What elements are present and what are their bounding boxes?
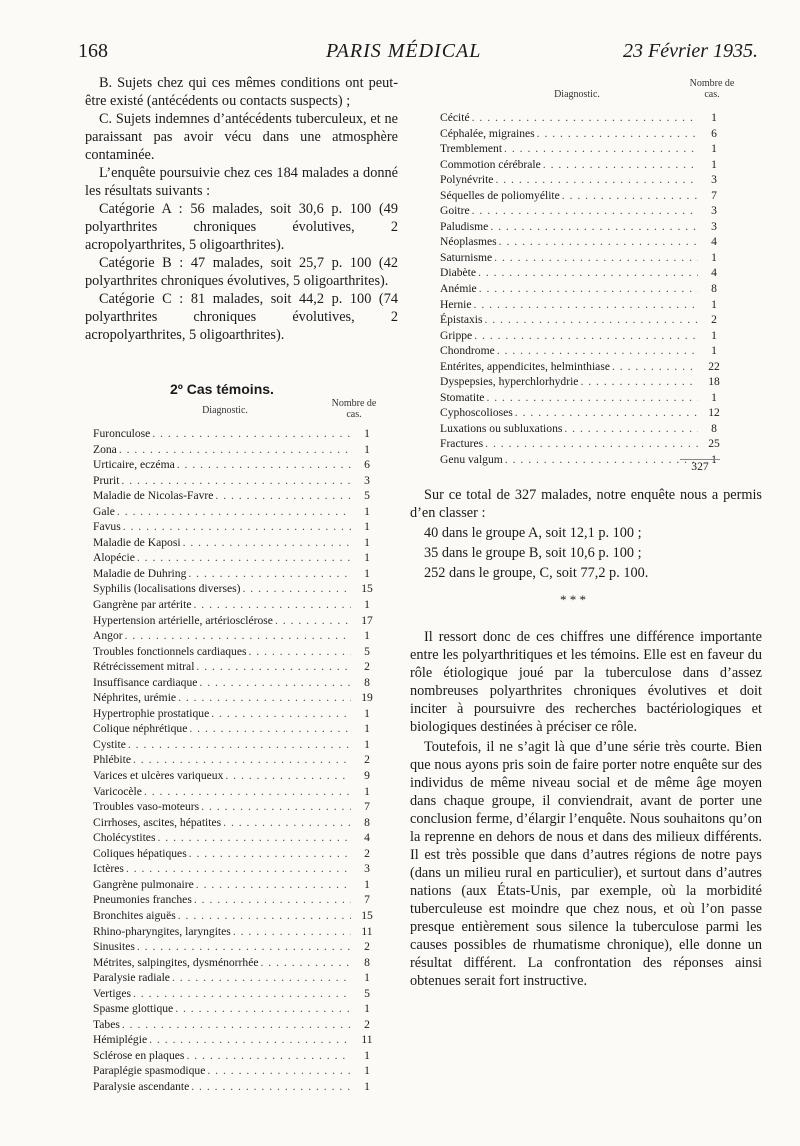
diagnosis-label: Séquelles de poliomyélite	[440, 188, 560, 202]
dot-leader	[484, 391, 698, 404]
case-count: 3	[364, 862, 370, 876]
table-row	[440, 142, 730, 158]
cases-table-left	[93, 427, 383, 1096]
diagnosis-label: Rhino-pharyngites, laryngites	[93, 924, 231, 938]
dot-leader	[502, 142, 698, 155]
dot-leader	[495, 344, 698, 357]
diagnosis-label: Urticaire, eczéma	[93, 458, 175, 472]
diagnosis-label: Goitre	[440, 204, 470, 218]
case-count: 1	[711, 142, 717, 156]
dot-leader	[189, 1080, 351, 1093]
table-row	[440, 298, 730, 314]
diagnosis-label: Ictères	[93, 862, 124, 876]
diagnosis-label: Rétrécissement mitral	[93, 660, 195, 674]
diagnosis-label: Cirrhoses, ascites, hépatites	[93, 815, 222, 829]
case-count: 1	[364, 504, 370, 518]
table-row	[440, 391, 730, 407]
left-column-text	[85, 74, 398, 344]
case-count: 4	[711, 266, 717, 280]
paragraph: Catégorie B : 47 malades, soit 25,7 p. 100 (42 polyarthrites chroniques évolutives, 5 oligoarthrites).	[85, 255, 398, 289]
diagnosis-label: Angor	[93, 629, 123, 643]
case-count: 15	[361, 582, 373, 596]
diagnosis-label: Coliques hépatiques	[93, 846, 187, 860]
table-row	[93, 987, 383, 1003]
dot-leader	[231, 925, 351, 938]
table-row	[93, 862, 383, 878]
diagnosis-label: Syphilis (localisations diverses)	[93, 582, 241, 596]
diagnosis-label: Varices et ulcères variqueux	[93, 769, 224, 783]
dot-leader	[155, 831, 351, 844]
dot-leader	[170, 971, 351, 984]
dot-leader	[117, 443, 351, 456]
diagnosis-label: Prurit	[93, 473, 120, 487]
dot-leader	[472, 298, 698, 311]
diagnosis-label: Cécité	[440, 111, 470, 124]
table-row	[93, 753, 383, 769]
table-row	[93, 1049, 383, 1065]
table-row	[440, 344, 730, 360]
table-row	[93, 956, 383, 972]
case-count: 4	[711, 235, 717, 249]
table-row	[93, 676, 383, 692]
dot-leader	[187, 722, 351, 735]
case-count: 2	[364, 753, 370, 767]
diagnosis-label: Vertiges	[93, 986, 131, 1000]
summary-paragraph: Sur ce total de 327 malades, notre enquête nous a permis d’en classer :	[410, 487, 762, 521]
case-count: 5	[364, 644, 370, 658]
table-row	[440, 422, 730, 438]
case-count: 2	[364, 660, 370, 674]
table-row	[93, 443, 383, 459]
diagnosis-label: Phlébite	[93, 753, 131, 767]
case-count: 3	[711, 173, 717, 187]
table-header-diagnosis: Diagnostic.	[202, 405, 248, 416]
diagnosis-label: Sclérose en plaques	[93, 1048, 185, 1062]
dot-leader	[240, 582, 351, 595]
case-count: 1	[711, 344, 717, 358]
table-row	[93, 971, 383, 987]
case-count: 1	[711, 390, 717, 404]
case-count: 17	[361, 613, 373, 627]
table-row	[440, 111, 730, 127]
diagnosis-label: Paraplégie spasmodique	[93, 1064, 206, 1078]
dot-leader	[470, 204, 698, 217]
diagnosis-label: Paludisme	[440, 219, 489, 233]
table-row	[93, 458, 383, 474]
table-row	[93, 1002, 383, 1018]
table-row	[93, 738, 383, 754]
case-count: 9	[364, 769, 370, 783]
dot-leader	[560, 189, 698, 202]
dot-leader	[135, 940, 351, 953]
table-row	[93, 645, 383, 661]
table-row	[440, 158, 730, 174]
diagnosis-label: Hypertension artérielle, artériosclérose	[93, 613, 273, 627]
dot-leader	[173, 1002, 351, 1015]
diagnosis-label: Commotion cérébrale	[440, 157, 541, 171]
dot-leader	[124, 862, 351, 875]
table-row	[93, 816, 383, 832]
case-count: 7	[364, 893, 370, 907]
case-count: 11	[361, 1033, 373, 1047]
case-count: 3	[711, 219, 717, 233]
diagnosis-label: Hypertrophie prostatique	[93, 706, 210, 720]
table-row	[93, 909, 383, 925]
dot-leader	[115, 505, 351, 518]
table-header-count: Nombre de cas.	[331, 398, 377, 420]
table-row	[93, 474, 383, 490]
case-count: 1	[364, 551, 370, 565]
dot-leader	[483, 313, 698, 326]
case-count: 1	[711, 157, 717, 171]
dot-leader	[175, 458, 351, 471]
table-row	[93, 614, 383, 630]
dot-leader	[562, 422, 698, 435]
table-row	[93, 769, 383, 785]
dot-leader	[121, 520, 351, 533]
dot-leader	[259, 956, 352, 969]
diagnosis-label: Fractures	[440, 437, 484, 451]
table-row	[440, 329, 730, 345]
diagnosis-label: Favus	[93, 520, 121, 534]
section-title: 2º Cas témoins.	[170, 381, 274, 397]
table-row	[440, 251, 730, 267]
table-row	[93, 520, 383, 536]
case-count: 4	[364, 831, 370, 845]
case-count: 1	[364, 566, 370, 580]
diagnosis-label: Troubles vaso-moteurs	[93, 800, 200, 814]
dot-leader	[135, 551, 351, 564]
diagnosis-label: Maladie de Kaposi	[93, 535, 181, 549]
case-count: 1	[364, 629, 370, 643]
case-count: 1	[364, 1002, 370, 1016]
issue-date: 23 Février 1935.	[623, 40, 758, 62]
case-count: 1	[364, 598, 370, 612]
diagnosis-label: Paralysie ascendante	[93, 1079, 190, 1093]
case-count: 8	[364, 955, 370, 969]
diagnosis-label: Maladie de Nicolas-Favre	[93, 489, 214, 503]
table-row	[93, 831, 383, 847]
case-count: 8	[711, 421, 717, 435]
table-row	[93, 940, 383, 956]
table-row	[93, 598, 383, 614]
dot-leader	[221, 816, 351, 829]
group-line: 252 dans le groupe, C, soit 77,2 p. 100.	[424, 565, 649, 581]
diagnosis-label: Troubles fonctionnels cardiaques	[93, 644, 247, 658]
case-count: 15	[361, 908, 373, 922]
table-row	[93, 691, 383, 707]
case-count: 1	[364, 427, 370, 440]
page-number: 168	[78, 40, 108, 62]
case-count: 1	[711, 453, 717, 467]
diagnosis-label: Cholécystites	[93, 831, 156, 845]
diagnosis-label: Tabes	[93, 1017, 120, 1031]
table-row	[93, 660, 383, 676]
dot-leader	[488, 220, 698, 233]
table-row	[93, 567, 383, 583]
table-row	[440, 173, 730, 189]
case-count: 1	[364, 1079, 370, 1093]
case-count: 6	[711, 126, 717, 140]
diagnosis-label: Colique néphrétique	[93, 722, 188, 736]
case-count: 18	[708, 375, 720, 389]
dot-leader	[477, 282, 698, 295]
dot-leader	[184, 1049, 351, 1062]
paragraph: B. Sujets chez qui ces mêmes conditions ont peut-être existé (antécédents ou contacts suspects) ;	[85, 75, 398, 109]
dot-leader	[610, 360, 698, 373]
diagnosis-label: Anémie	[440, 282, 477, 296]
case-count: 1	[364, 971, 370, 985]
diagnosis-label: Cystite	[93, 737, 126, 751]
case-count: 8	[711, 282, 717, 296]
diagnosis-label: Néoplasmes	[440, 235, 497, 249]
case-count: 1	[711, 297, 717, 311]
case-count: 1	[364, 784, 370, 798]
case-count: 1	[711, 328, 717, 342]
spacer	[410, 584, 762, 628]
dot-leader	[142, 785, 351, 798]
table-row	[440, 204, 730, 220]
diagnosis-label: Alopécie	[93, 551, 135, 565]
diagnosis-label: Épistaxis	[440, 313, 483, 327]
section-stars: * * *	[560, 592, 586, 607]
dot-leader	[273, 614, 351, 627]
paragraph: Toutefois, il ne s’agit là que d’une série très courte. Bien que nous ayons pris soin de faire porter notre enquête sur des individus de même niveau social et de même âge moyen dans chaque groupe, il conviendrait, avant de porter une conclusion ferme, d’élargir l’enquête. Nous souhaitons qu’on la reprenne en dehors de nous et dans des milieux différents. Il est très possible que dans d’autres régions de notre pays (dans un milieu rural en particulier), et surtout dans d’autres nations (aux États-Unis, par exemple, où la morbidité tuberculeuse est moindre que chez nous, et où l’on passe presque entièrement sous silence la tuberculose parmi les causes possibles de rhumatisme chronique), elle donne un résultat différent. La confrontation des réponses ainsi obtenues serait fort instructive.	[410, 739, 762, 989]
dot-leader	[194, 878, 351, 891]
dot-leader	[194, 660, 351, 673]
dot-leader	[205, 1064, 351, 1077]
diagnosis-label: Furonculose	[93, 427, 151, 440]
right-column-text	[410, 486, 762, 992]
dot-leader	[126, 738, 351, 751]
dot-leader	[120, 1018, 351, 1031]
dot-leader	[192, 598, 352, 611]
dot-leader	[476, 266, 698, 279]
case-count: 11	[361, 924, 373, 938]
dot-leader	[192, 893, 351, 906]
case-count: 3	[364, 473, 370, 487]
case-count: 22	[708, 359, 720, 373]
dot-leader	[503, 453, 698, 466]
table-row	[440, 235, 730, 251]
diagnosis-label: Luxations ou subluxations	[440, 421, 563, 435]
diagnosis-label: Polynévrite	[440, 173, 494, 187]
table-row	[93, 536, 383, 552]
table-row	[440, 189, 730, 205]
dot-leader	[150, 427, 351, 440]
table-header-count: Nombre de cas.	[689, 78, 735, 100]
table-row	[440, 266, 730, 282]
case-count: 1	[711, 111, 717, 124]
dot-leader	[492, 251, 698, 264]
table-row	[440, 360, 730, 376]
case-count: 5	[364, 986, 370, 1000]
diagnosis-label: Genu valgum	[440, 453, 503, 467]
diagnosis-label: Diabète	[440, 266, 477, 280]
diagnosis-label: Insuffisance cardiaque	[93, 675, 198, 689]
table-row	[93, 800, 383, 816]
diagnosis-label: Varicocèle	[93, 784, 142, 798]
dot-leader	[131, 753, 351, 766]
case-count: 7	[364, 800, 370, 814]
dot-leader	[187, 847, 351, 860]
diagnosis-label: Stomatite	[440, 390, 485, 404]
table-row	[440, 375, 730, 391]
dot-leader	[223, 769, 351, 782]
diagnosis-label: Hémiplégie	[93, 1033, 148, 1047]
dot-leader	[493, 173, 698, 186]
diagnosis-label: Néphrites, urémie	[93, 691, 177, 705]
dot-leader	[176, 909, 351, 922]
table-header-diagnosis: Diagnostic.	[554, 89, 600, 100]
case-count: 1	[364, 1064, 370, 1078]
dot-leader	[497, 235, 698, 248]
table-row	[93, 629, 383, 645]
diagnosis-label: Dyspepsies, hyperchlorhydrie	[440, 375, 579, 389]
case-count: 1	[364, 737, 370, 751]
table-row	[93, 1080, 383, 1096]
diagnosis-label: Métrites, salpingites, dysménorrhée	[93, 955, 259, 969]
dot-leader	[541, 158, 698, 171]
case-count: 2	[364, 1017, 370, 1031]
dot-leader	[147, 1033, 351, 1046]
paragraph: L’enquête poursuivie chez ces 184 malades a donné les résultats suivants :	[85, 165, 398, 199]
table-row	[93, 722, 383, 738]
case-count: 3	[711, 204, 717, 218]
diagnosis-label: Spasme glottique	[93, 1002, 174, 1016]
diagnosis-label: Sinusites	[93, 940, 135, 954]
table-row	[440, 313, 730, 329]
case-count: 1	[364, 442, 370, 456]
diagnosis-label: Maladie de Duhring	[93, 566, 187, 580]
case-count: 1	[364, 722, 370, 736]
dot-leader	[483, 437, 698, 450]
table-row	[440, 220, 730, 236]
dot-leader	[213, 489, 351, 502]
case-count: 19	[361, 691, 373, 705]
dot-leader	[199, 800, 351, 813]
table-row	[440, 406, 730, 422]
table-row	[93, 1018, 383, 1034]
table-total: 327	[680, 459, 720, 473]
table-row	[93, 878, 383, 894]
case-count: 1	[364, 877, 370, 891]
dot-leader	[513, 406, 698, 419]
table-row	[93, 582, 383, 598]
journal-title: PARIS MÉDICAL	[326, 40, 482, 62]
diagnosis-label: Tremblement	[440, 142, 503, 156]
group-line: 35 dans le groupe B, soit 10,6 p. 100 ;	[424, 545, 642, 561]
table-row	[93, 1064, 383, 1080]
table-row	[93, 551, 383, 567]
diagnosis-label: Paralysie radiale	[93, 971, 170, 985]
table-row	[93, 489, 383, 505]
table-row	[93, 925, 383, 941]
diagnosis-label: Saturnisme	[440, 250, 493, 264]
case-count: 7	[711, 188, 717, 202]
page-header	[78, 40, 758, 66]
table-row	[93, 707, 383, 723]
dot-leader	[181, 536, 351, 549]
case-count: 25	[708, 437, 720, 451]
table-row	[440, 282, 730, 298]
table-row	[440, 127, 730, 143]
table-row	[93, 505, 383, 521]
paragraph: C. Sujets indemnes d’antécédents tuberculeux, et ne paraissant pas avoir vécu dans une atmosphère contaminée.	[85, 111, 398, 163]
case-count: 1	[364, 520, 370, 534]
diagnosis-label: Gangrène pulmonaire	[93, 877, 194, 891]
diagnosis-label: Gale	[93, 504, 115, 518]
cases-table-right	[440, 111, 730, 469]
table-row	[93, 1033, 383, 1049]
dot-leader	[209, 707, 351, 720]
group-line: 40 dans le groupe A, soit 12,1 p. 100 ;	[424, 525, 642, 541]
case-count: 8	[364, 675, 370, 689]
dot-leader	[578, 375, 698, 388]
diagnosis-label: Pneumonies franches	[93, 893, 192, 907]
case-count: 2	[364, 846, 370, 860]
dot-leader	[197, 676, 351, 689]
diagnosis-label: Chondrome	[440, 344, 495, 358]
diagnosis-label: Cyphoscolioses	[440, 406, 513, 420]
diagnosis-label: Gangrène par artérite	[93, 598, 192, 612]
case-count: 2	[711, 313, 717, 327]
diagnosis-label: Bronchites aiguës	[93, 908, 176, 922]
paragraph: Il ressort donc de ces chiffres une différence importante entre les polyarthritiques et les témoins. Elle est en faveur du rôle étiologique joué par la tuberculose dans d’assez nombreuses polyarthrites chroniques évolutives et doit inciter à poursuivre des recherches bactériologiques et biologiques destinées à préciser ce rôle.	[410, 629, 762, 735]
case-count: 12	[708, 406, 720, 420]
table-row	[440, 437, 730, 453]
dot-leader	[470, 111, 698, 124]
table-row	[93, 427, 383, 443]
diagnosis-label: Zona	[93, 442, 117, 456]
diagnosis-label: Entérites, appendicites, helminthiase	[440, 359, 610, 373]
dot-leader	[472, 329, 698, 342]
paragraph: Catégorie A : 56 malades, soit 30,6 p. 100 (49 polyarthrites chroniques évolutives, 2 acropolyarthrites, 5 oligoarthrites).	[85, 201, 398, 253]
case-count: 5	[364, 489, 370, 503]
paragraph: Catégorie C : 81 malades, soit 44,2 p. 100 (74 polyarthrites chroniques évolutives, 2 acropolyarthrites, 5 oligoarthrites).	[85, 291, 398, 343]
dot-leader	[131, 987, 351, 1000]
dot-leader	[535, 127, 698, 140]
case-count: 6	[364, 458, 370, 472]
case-count: 1	[364, 706, 370, 720]
dot-leader	[119, 474, 351, 487]
case-count: 1	[711, 250, 717, 264]
dot-leader	[176, 691, 351, 704]
case-count: 1	[364, 1048, 370, 1062]
case-count: 8	[364, 815, 370, 829]
dot-leader	[186, 567, 351, 580]
dot-leader	[123, 629, 351, 642]
dot-leader	[246, 645, 351, 658]
case-count: 2	[364, 940, 370, 954]
diagnosis-label: Céphalée, migraines	[440, 126, 535, 140]
table-row	[93, 893, 383, 909]
diagnosis-label: Hernie	[440, 297, 472, 311]
case-count: 1	[364, 535, 370, 549]
table-row	[93, 847, 383, 863]
diagnosis-label: Grippe	[440, 328, 473, 342]
table-row	[93, 785, 383, 801]
